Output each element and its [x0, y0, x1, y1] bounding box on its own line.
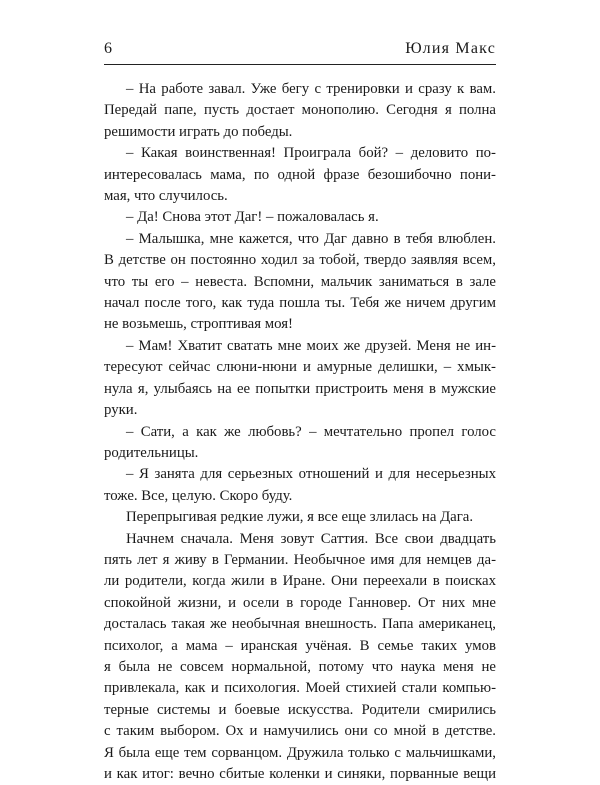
text-line: Начнем сначала. Меня зовут Саттия. Все свои двадцать — [126, 530, 496, 547]
text-line: Передай папе, пусть достает монополию. Сегодня я полна — [104, 102, 496, 119]
text-line: руки. — [104, 402, 138, 419]
body-text — [104, 79, 496, 785]
text-line: что ты его – невеста. Вспомни, мальчик заниматься в зале — [104, 273, 496, 290]
paragraph — [104, 207, 496, 228]
paragraph — [104, 464, 496, 507]
text-line: Я была еще тем сорванцом. Дружила только с мальчишками, — [104, 744, 496, 761]
text-line: тересуют сейчас слюни-нюни и амурные делишки, – хмык- — [104, 359, 496, 376]
text-line: – Какая воинственная! Проиграла бой? – деловито по- — [126, 145, 496, 162]
text-line: решимости играть до победы. — [104, 123, 293, 140]
text-line: мая, что случилось. — [104, 188, 228, 205]
text-line: не возьмешь, строптивая моя! — [104, 316, 293, 333]
text-line: ли родители, когда жили в Иране. Они переехали в поисках — [104, 573, 496, 590]
text-line: – Сати, а как же любовь? – мечтательно пропел голос — [126, 423, 496, 440]
text-line: пять лет я живу в Германии. Необычное имя для немцев да- — [104, 551, 496, 568]
text-line: психолог, а мама – иранская учёная. В семье таких умов — [104, 637, 496, 654]
text-line: родительницы. — [104, 444, 199, 461]
text-line: В детстве он постоянно ходил за тобой, твердо заявляя всем, — [104, 252, 496, 269]
running-title: Юлия Макс — [405, 40, 496, 57]
header-rule — [104, 64, 496, 65]
paragraph — [104, 143, 496, 207]
paragraph — [104, 529, 496, 785]
text-line: я была не совсем нормальной, потому что наука меня не — [104, 658, 496, 675]
text-line: – Я занята для серьезных отношений и для несерьезных — [126, 466, 496, 483]
text-line: нула я, улыбаясь на ее попытки пристроить меня в мужские — [104, 380, 496, 397]
text-line: спокойной жизни, и осели в городе Ганновер. От них мне — [104, 594, 496, 611]
text-line: начал после того, как туда пошла ты. Тебя же ничем другим — [104, 295, 496, 312]
text-line: – Мам! Хватит сватать мне моих же друзей. Меня не ин- — [126, 337, 496, 354]
text-line: – Малышка, мне кажется, что Даг давно в тебя влюблен. — [126, 230, 496, 247]
text-line: и как итог: вечно сбитые коленки и синяки, порванные вещи — [104, 766, 496, 782]
page-header — [104, 40, 496, 64]
text-line: – Да! Снова этот Даг! – пожаловалась я. — [126, 209, 379, 226]
text-line: привлекала, как и психология. Моей стихией стали компью- — [104, 680, 496, 697]
page-number: 6 — [104, 40, 113, 57]
paragraph — [104, 79, 496, 143]
text-line: терные системы и боевые искусства. Родители смирились — [104, 701, 496, 718]
paragraph — [104, 507, 496, 528]
text-line: Перепрыгивая редкие лужи, я все еще злилась на Дага. — [126, 509, 474, 526]
text-line: тоже. Все, целую. Скоро буду. — [104, 487, 293, 504]
paragraph — [104, 229, 496, 336]
text-line: досталась такая же необычная внешность. Папа американец, — [104, 616, 496, 633]
paragraph — [104, 422, 496, 465]
text-line: с таким выбором. Ох и намучились они со мной в детстве. — [104, 723, 496, 740]
text-line: интересовалась мама, по одной фразе безошибочно пони- — [104, 166, 496, 183]
paragraph — [104, 336, 496, 422]
text-line: – На работе завал. Уже бегу с тренировки и сразу к вам. — [126, 81, 496, 97]
